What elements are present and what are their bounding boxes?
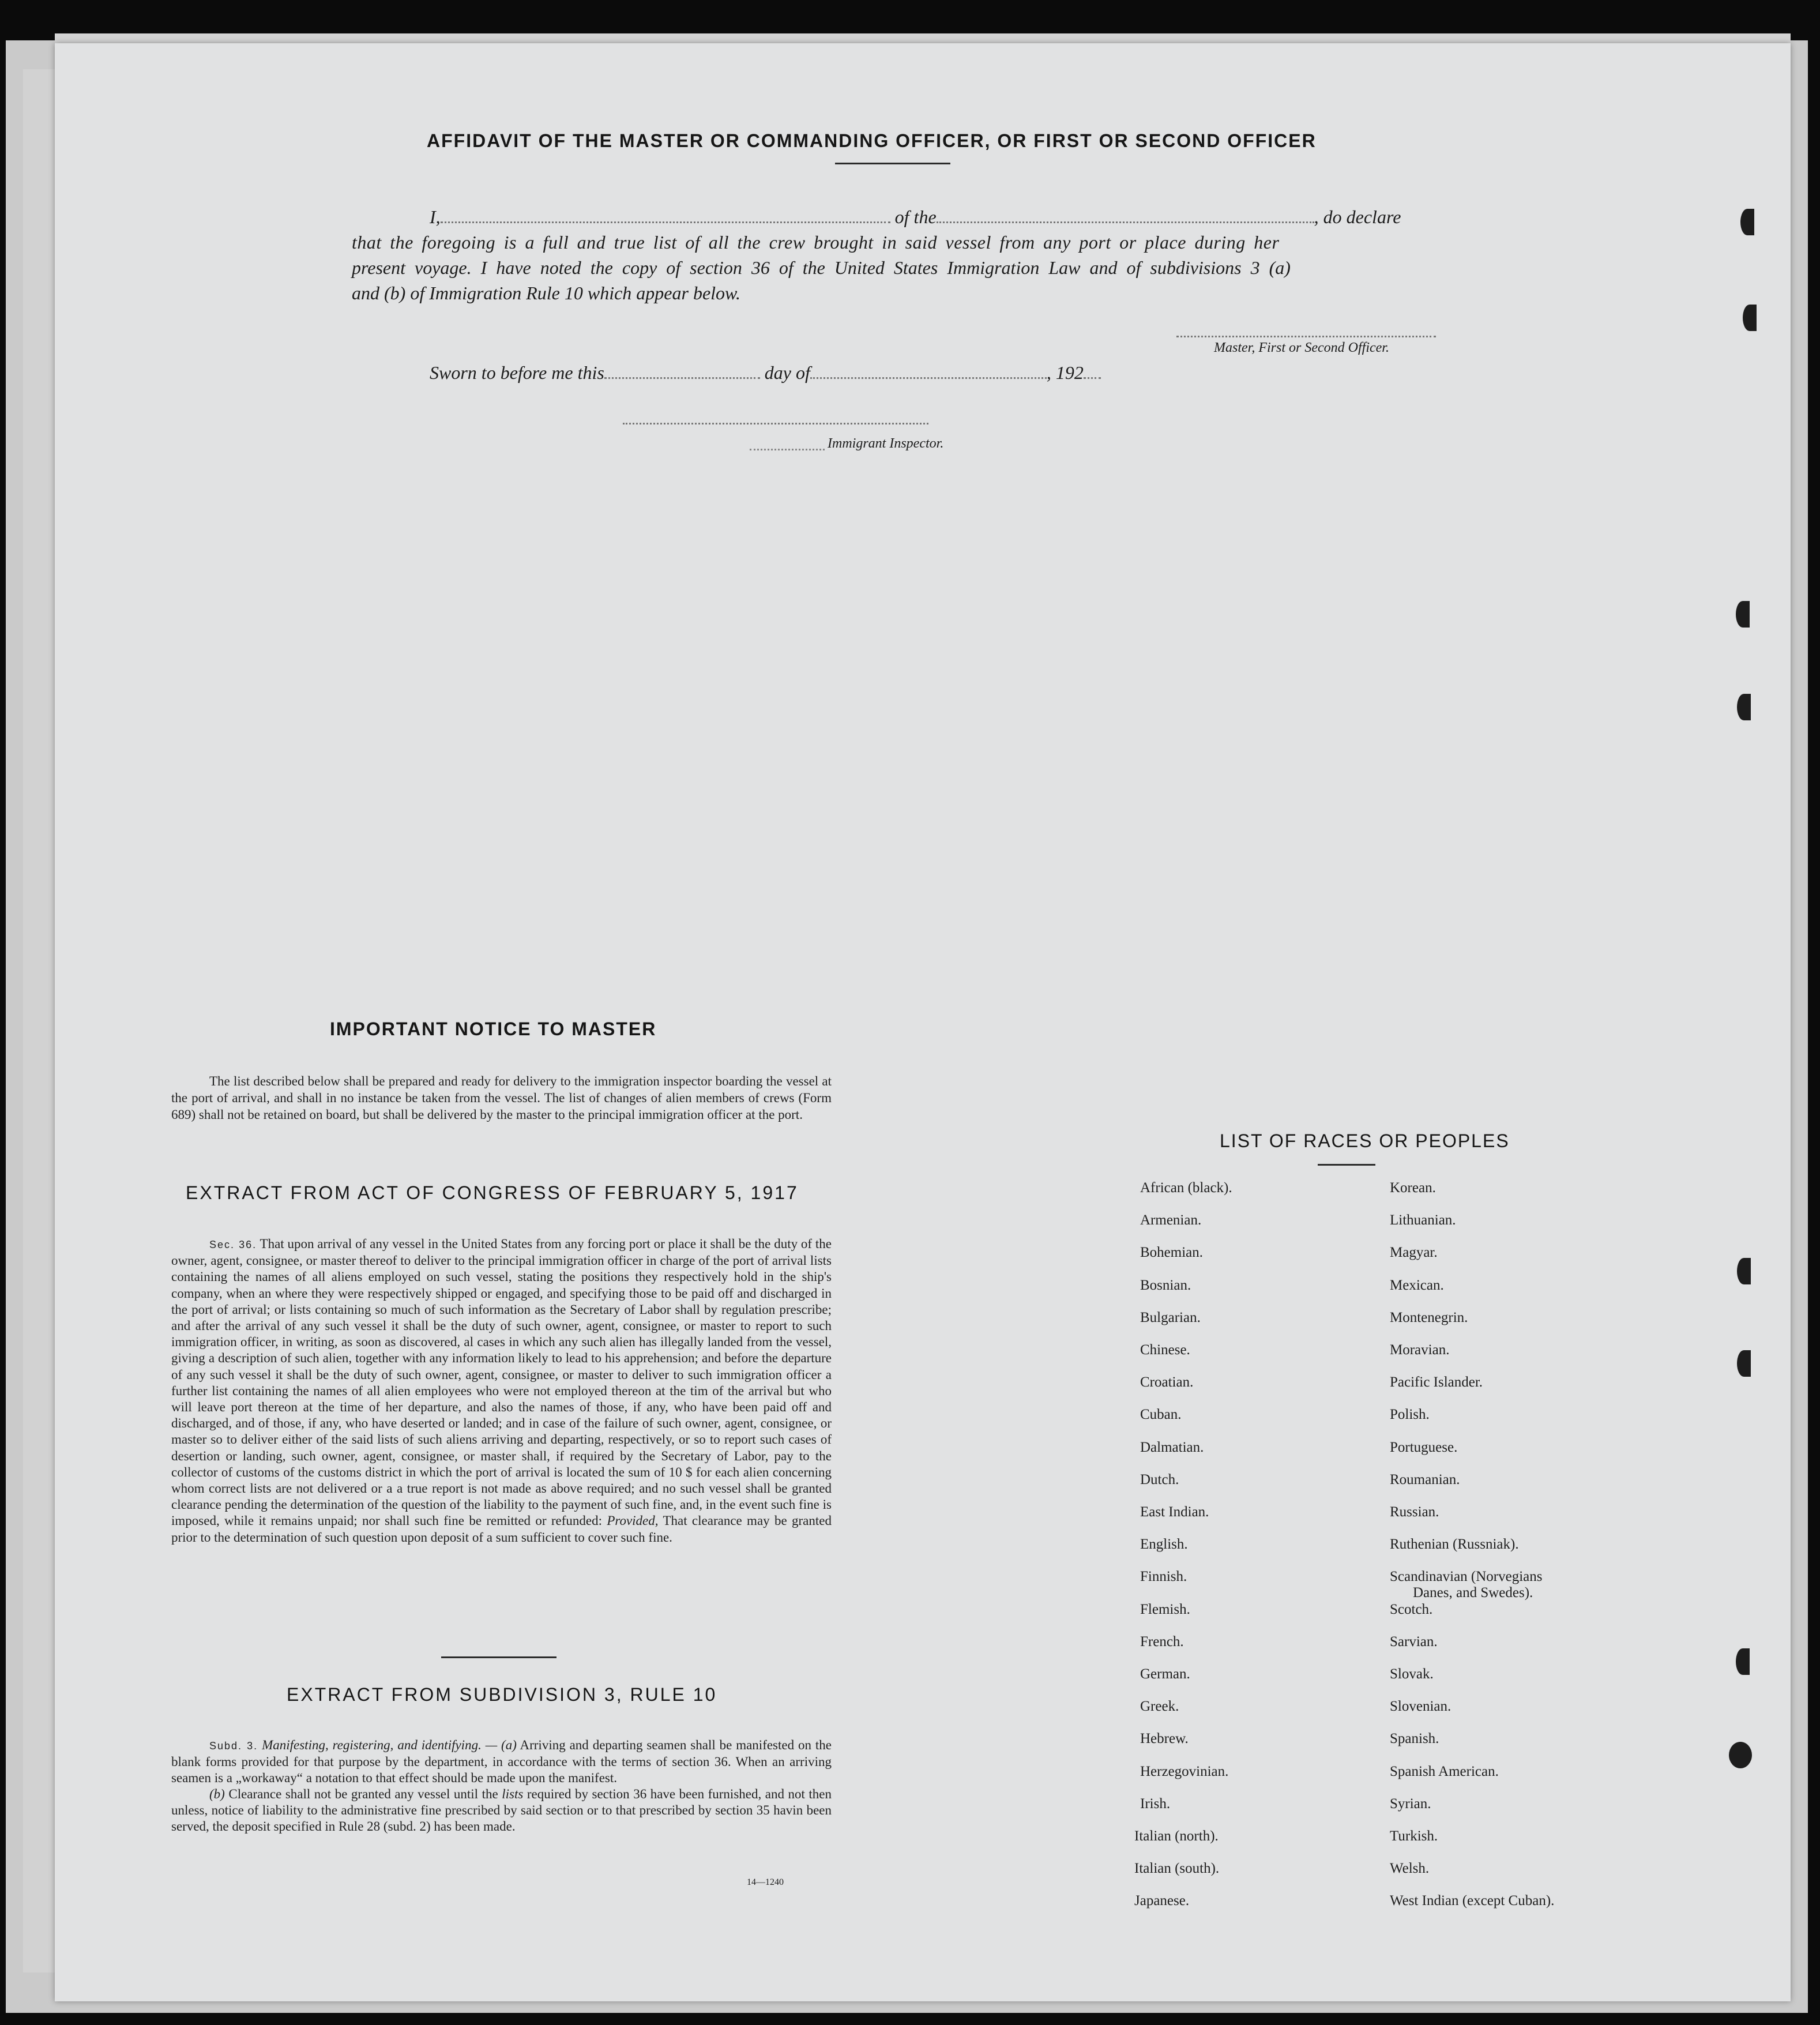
- affidavit-line1-mid: of the: [894, 206, 937, 227]
- affidavit-line1-end: , do declare: [1314, 206, 1401, 227]
- rule-b-label: (b): [209, 1787, 225, 1801]
- rule-b-text-1: Clearance shall not be granted any vessel until the: [228, 1787, 498, 1801]
- affidavit-line-1: [430, 206, 1401, 228]
- act-provided: Provided,: [607, 1513, 659, 1528]
- races-left-column: [1134, 0, 1135, 1]
- punch-hole-icon: [1743, 305, 1757, 331]
- race-item: Welsh.: [1390, 1861, 1430, 1877]
- punch-hole-icon: [1729, 1742, 1752, 1768]
- rule-b-text-2: required by section 36 have been furnished, and not then unless, notice of liability to the administrative fine prescribed by said section or to that prescribed by section 35 havin been served, the deposit specified in Rule 28 (subd. 2) has been made.: [171, 1787, 832, 1834]
- affidavit-line-4: and (b) of Immigration Rule 10 which appear below.: [352, 283, 740, 303]
- race-item: Spanish American.: [1390, 1763, 1499, 1779]
- year-field[interactable]: [1084, 377, 1101, 379]
- race-item: English.: [1140, 1536, 1188, 1553]
- sworn-year: , 192: [1046, 362, 1084, 383]
- punch-hole-icon: [1736, 601, 1750, 628]
- inspector-label: Immigrant Inspector.: [828, 436, 944, 451]
- vessel-field[interactable]: [937, 221, 1314, 223]
- race-item: Italian (south).: [1134, 1861, 1220, 1877]
- races-title-rule: [1318, 1164, 1375, 1166]
- race-item: Syrian.: [1390, 1795, 1431, 1812]
- document-page: [55, 43, 1791, 2001]
- race-item: Croatian.: [1140, 1374, 1194, 1391]
- race-item: Bulgarian.: [1140, 1309, 1201, 1325]
- act-text: [171, 1236, 832, 1546]
- act-title: EXTRACT FROM ACT OF CONGRESS OF FEBRUARY 5, 1917: [186, 1182, 799, 1203]
- rule-text: [171, 1737, 832, 1835]
- rule-a-text: Arriving and departing seamen shall be manifested on the blank forms provided for that purpose by the department, in accordance with the terms of section 36. When an arriving seamen is a „workaway“ a notation to that effect should be made upon the manifest.: [171, 1738, 832, 1785]
- race-item: Armenian.: [1140, 1212, 1202, 1228]
- race-item: Irish.: [1140, 1795, 1171, 1812]
- sworn-line: [430, 362, 1101, 384]
- race-item: French.: [1140, 1633, 1184, 1650]
- rule-a-label: — (a): [485, 1738, 517, 1752]
- affidavit-line-2: that the foregoing is a full and true list of all the crew brought in said vessel from any port or place during her: [352, 232, 1280, 253]
- notice-paragraph: The list described below shall be prepared and ready for delivery to the immigration inspector boarding the vessel at the port of arrival, and shall in no instance be taken from the vessel. The list of changes of alien members of crews (Form 689) shall not be retained on board, but shall be delivered by the master to the principal immigration officer at the port.: [171, 1074, 832, 1122]
- act-body-end: That clearance may be granted prior to the determination of such question upon deposit of a sum sufficient to cover such fine.: [171, 1513, 832, 1545]
- race-item: Greek.: [1140, 1699, 1179, 1715]
- race-item: Russian.: [1390, 1504, 1439, 1520]
- left-paper-edge: [23, 69, 55, 1973]
- race-item: Moravian.: [1390, 1342, 1450, 1358]
- rule-subd-label: Subd. 3.: [209, 1740, 258, 1752]
- notice-title: IMPORTANT NOTICE TO MASTER: [330, 1019, 657, 1039]
- race-item: Scandinavian (Norvegians: [1390, 1569, 1543, 1585]
- act-divider: [441, 1656, 556, 1658]
- punch-hole-icon: [1740, 209, 1754, 235]
- race-item: Ruthenian (Russniak).: [1390, 1536, 1519, 1553]
- race-item: Dalmatian.: [1140, 1439, 1204, 1455]
- race-item: Slovenian.: [1390, 1699, 1452, 1715]
- master-signature-line[interactable]: [1176, 336, 1436, 337]
- race-item: African (black).: [1140, 1180, 1232, 1196]
- races-title: LIST OF RACES OR PEOPLES: [1220, 1130, 1510, 1151]
- race-item: Magyar.: [1390, 1245, 1438, 1261]
- race-item: Hebrew.: [1140, 1731, 1189, 1747]
- race-item: East Indian.: [1140, 1504, 1209, 1520]
- rule-b-lists: lists: [502, 1787, 524, 1801]
- race-item: Portuguese.: [1390, 1439, 1458, 1455]
- race-item: Sarvian.: [1390, 1633, 1438, 1650]
- race-item: Dutch.: [1140, 1471, 1179, 1487]
- race-item: Herzegovinian.: [1140, 1763, 1229, 1779]
- day-field[interactable]: [604, 377, 760, 379]
- race-item: Danes, and Swedes).: [1413, 1585, 1533, 1601]
- punch-hole-icon: [1737, 694, 1751, 720]
- race-item: Cuban.: [1140, 1407, 1182, 1423]
- sworn-start: Sworn to before me this: [430, 362, 604, 383]
- inspector-label-dots: [750, 449, 825, 450]
- affidavit-title-rule: [835, 163, 950, 164]
- race-item: Turkish.: [1390, 1828, 1438, 1844]
- race-item: Japanese.: [1134, 1893, 1190, 1909]
- race-item: West Indian (except Cuban).: [1390, 1893, 1555, 1909]
- affidavit-line-3: present voyage. I have noted the copy of section 36 of the United States Immigration Law and of subdivisions 3 (a): [352, 257, 1291, 278]
- punch-hole-icon: [1737, 1258, 1751, 1284]
- affidavit-line1-start: I,: [430, 206, 441, 227]
- master-signature-label: Master, First or Second Officer.: [1214, 340, 1389, 355]
- race-item: Spanish.: [1390, 1731, 1439, 1747]
- punch-hole-icon: [1737, 1350, 1751, 1377]
- race-item: Korean.: [1390, 1180, 1436, 1196]
- act-body: That upon arrival of any vessel in the United States from any forcing port or place it shall be the duty of the owner, agent, consignee, or master thereof to deliver to the principal immigration officer in charge of the port of arrival lists containing the names of all aliens employed on such vessel, stating the positions they respectively hold in the ship's company, when an where they were respectively shipped or engaged, and specifying those to be paid off and discharged in the port of arrival; or lists containing so much of such information as the Secretary of Labor shall by regulation prescribe; and after the arrival of any such vessel it shall be the duty of such owner, agent, consignee, or master to report to such immigration officer, in writing, as soon as discovered, al cases in which any such alien has illegally landed from the vessel, giving a description of such alien, together with any information likely to lead to his apprehension; and before the departure of any such vessel it shall be the duty of such owner, agent, consignee, or master to deliver to such immigration officer a further list containing the names of all alien employees who were not employed thereon at the tim of the arrival but who will leave port thereon at the time of her departure, and also the names of those, if any, who have been paid off and discharged, and of those, if any, who have deserted or landed; and in case of the failure of such owner, agent, consignee, or master so to deliver either of the said lists of such aliens arriving and departing, respectively, or so to report such cases of desertion or landing, such owner, agent, consignee, or master shall, if required by the Secretary of Labor, pay to the collector of customs of the customs district in which the port of arrival is located the sum of 10 $ for each alien concerning whom correct lists are not delivered or a a true report is not made as above required; and no such vessel shall be granted clearance pending the determination of the question of the liability to the payment of such fine, and, in the event such fine is imposed, while it remains unpaid; nor shall such fine be remitted or refunded:: [171, 1237, 832, 1528]
- rule-title: EXTRACT FROM SUBDIVISION 3, RULE 10: [287, 1684, 717, 1705]
- act-sec-label: Sec. 36.: [209, 1239, 257, 1250]
- name-field[interactable]: [441, 221, 890, 223]
- race-item: Mexican.: [1390, 1277, 1444, 1293]
- race-item: Italian (north).: [1134, 1828, 1219, 1844]
- race-item: German.: [1140, 1666, 1190, 1682]
- notice-text: [171, 1073, 832, 1123]
- rule-subd-title: Manifesting, registering, and identifying.: [262, 1738, 482, 1752]
- race-item: Bohemian.: [1140, 1245, 1204, 1261]
- affidavit-title: AFFIDAVIT OF THE MASTER OR COMMANDING OFFICER, OR FIRST OR SECOND OFFICER: [427, 130, 1317, 151]
- form-number: 14—1240: [747, 1877, 784, 1887]
- race-item: Pacific Islander.: [1390, 1374, 1483, 1391]
- race-item: Roumanian.: [1390, 1471, 1460, 1487]
- month-field[interactable]: [810, 377, 1047, 379]
- sworn-mid: day of: [764, 362, 810, 383]
- race-item: Finnish.: [1140, 1569, 1187, 1585]
- race-item: Flemish.: [1140, 1601, 1190, 1617]
- inspector-signature-line[interactable]: [623, 423, 928, 424]
- punch-hole-icon: [1736, 1648, 1750, 1675]
- race-item: Bosnian.: [1140, 1277, 1191, 1293]
- race-item: Scotch.: [1390, 1601, 1433, 1617]
- race-item: Polish.: [1390, 1407, 1430, 1423]
- race-item: Slovak.: [1390, 1666, 1434, 1682]
- race-item: Chinese.: [1140, 1342, 1190, 1358]
- race-item: Lithuanian.: [1390, 1212, 1456, 1228]
- race-item: Montenegrin.: [1390, 1309, 1468, 1325]
